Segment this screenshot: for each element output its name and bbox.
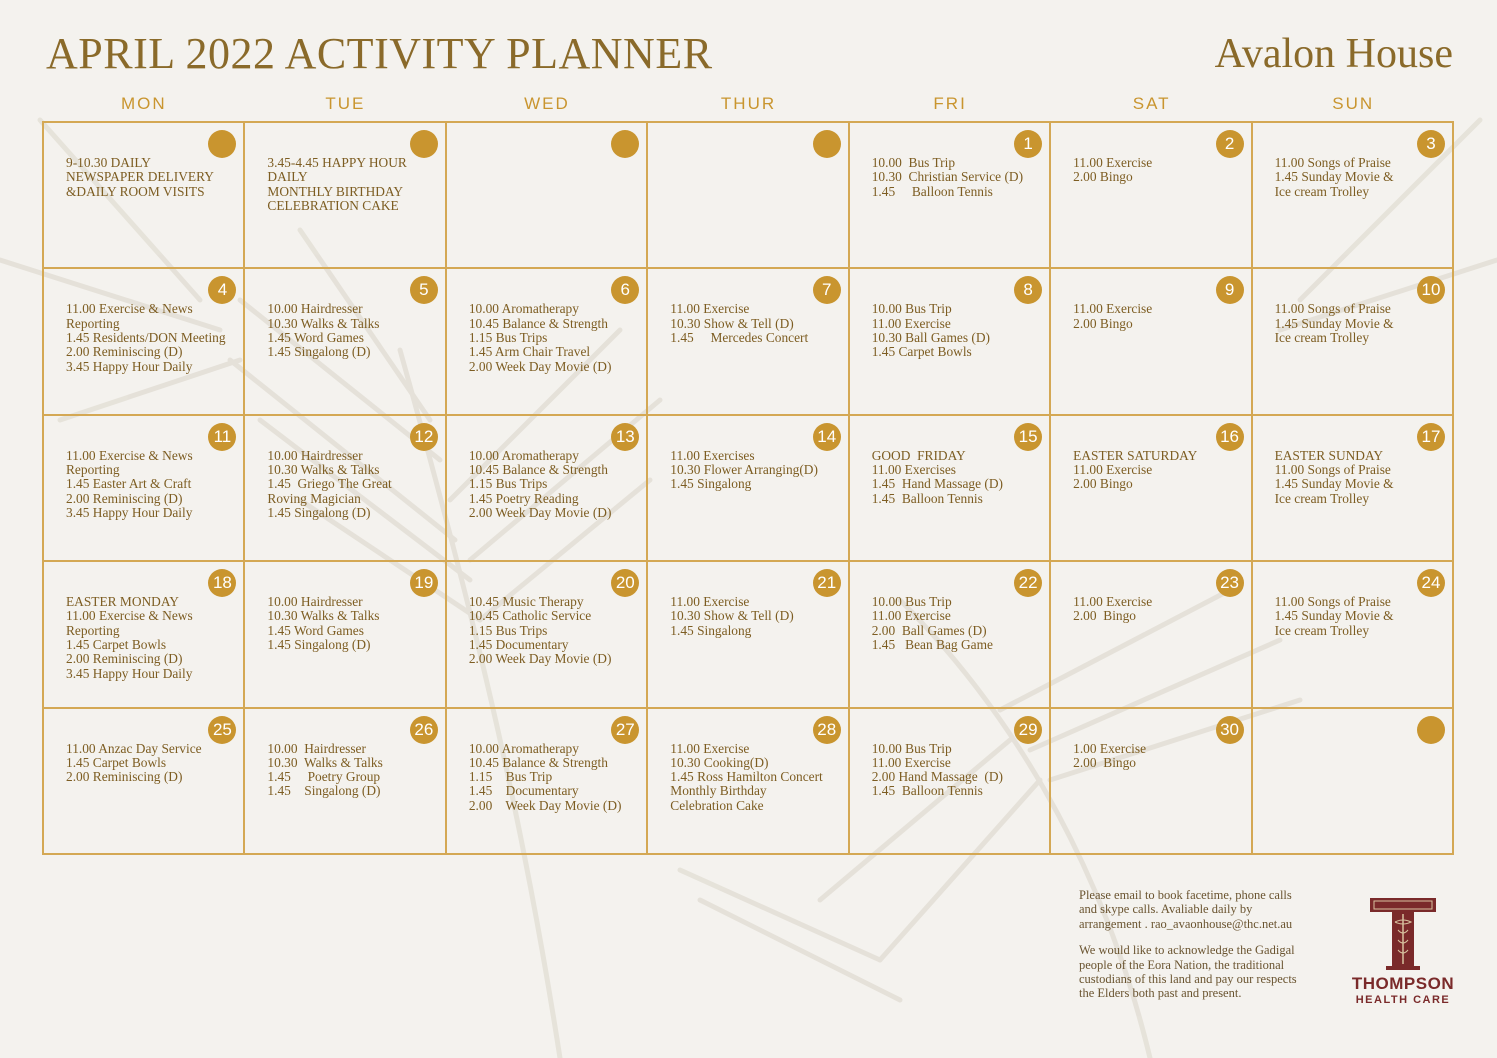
day-number-badge: 26 — [410, 716, 438, 744]
activity-line: 1.45 Mercedes Concert — [670, 329, 809, 345]
activity-line: 11.00 Exercise & News — [66, 301, 193, 317]
activity-line: 1.45 Easter Art & Craft — [66, 476, 192, 492]
weekday-label: SAT — [1132, 94, 1171, 113]
activity-line: 10.00 Hairdresser — [267, 740, 366, 756]
activity-line: CELEBRATION CAKE — [267, 197, 399, 213]
calendar-day-cell — [1051, 269, 1252, 415]
activity-line: EASTER MONDAY — [66, 594, 179, 610]
activity-line: 10.00 Hairdresser — [267, 447, 363, 463]
weekday-label: WED — [524, 94, 570, 113]
activity-line: 10.30 Ball Games (D) — [871, 329, 990, 345]
activity-line: 2.00 Hand Massage (D) — [871, 769, 1003, 785]
day-number-badge: 27 — [611, 716, 639, 744]
activity-line: 2.00 Bingo — [1073, 754, 1137, 770]
calendar-day-cell — [44, 416, 245, 562]
calendar-day-cell — [447, 123, 648, 269]
day-number-badge: 13 — [611, 423, 639, 451]
activity-line: 1.45 Singalong — [670, 476, 752, 492]
activity-line: 1.45 Sunday Movie & — [1274, 169, 1394, 185]
activity-line: 11.00 Songs of Praise — [1274, 462, 1391, 478]
day-number-badge: 20 — [611, 569, 639, 597]
calendar-day-cell — [245, 269, 446, 415]
activity-line: 2.00 Bingo — [1073, 608, 1137, 624]
activity-line: 11.00 Songs of Praise — [1274, 594, 1391, 610]
day-number-badge: 19 — [410, 569, 438, 597]
activity-line: 1.45 Bean Bag Game — [871, 637, 993, 653]
activity-line: 11.00 Exercise & News — [66, 447, 193, 463]
activity-line: 2.00 Week Day Movie (D) — [468, 651, 612, 667]
activity-line: 10.00 Hairdresser — [267, 301, 363, 317]
day-number-badge: 8 — [1014, 276, 1042, 304]
activity-line: 11.00 Songs of Praise — [1274, 155, 1391, 170]
activity-line: 1.45 Singalong (D) — [267, 637, 371, 653]
calendar-day-cell — [447, 269, 648, 415]
activity-line: 1.45 Arm Chair Travel — [468, 344, 591, 360]
activity-line: NEWSPAPER DELIVERY — [66, 169, 214, 185]
day-number-badge — [1417, 716, 1445, 744]
calendar-day-cell — [447, 709, 648, 855]
facility-name: Avalon House — [1214, 31, 1453, 77]
activity-line: 1.15 Bus Trips — [468, 622, 548, 638]
activity-line: Ice cream Trolley — [1274, 490, 1370, 506]
activity-line: 11.00 Exercise — [871, 315, 951, 331]
activity-line: 11.00 Exercises — [670, 447, 755, 463]
calendar-grid — [42, 121, 1454, 855]
acknowledgement-line: the Elders both past and present. — [1079, 986, 1242, 1001]
calendar-day-cell — [447, 562, 648, 708]
calendar-day-cell — [648, 416, 849, 562]
logo-name: THOMPSON — [1351, 974, 1455, 993]
calendar-day-cell — [850, 562, 1051, 708]
page-title: APRIL 2022 ACTIVITY PLANNER — [46, 29, 713, 78]
activity-line: 1.45 Sunday Movie & — [1274, 315, 1394, 331]
contact-note — [1079, 888, 1329, 931]
activity-line: 2.00 Bingo — [1073, 476, 1133, 492]
caduceus-t-icon — [1368, 896, 1438, 972]
activity-line: 2.00 Bingo — [1073, 315, 1133, 331]
calendar-day-cell — [1253, 416, 1454, 562]
calendar-day-cell — [1253, 709, 1454, 855]
activity-line: 10.45 Balance & Strength — [468, 754, 608, 770]
logo-subtitle: HEALTH CARE — [1355, 994, 1451, 1006]
contact-line: arrangement . rao_avaonhouse@thc.net.au — [1079, 916, 1293, 931]
activity-line: Ice cream Trolley — [1274, 622, 1370, 638]
activity-line: 10.00 Bus Trip — [871, 594, 952, 610]
activity-line: 2.00 Reminiscing (D) — [66, 769, 183, 785]
activity-line: 10.30 Walks & Talks — [267, 608, 380, 624]
activity-line: 11.00 Exercise — [1073, 594, 1153, 610]
activity-line: 2.00 Week Day Movie (D) — [468, 504, 612, 520]
acknowledgement-line: We would like to acknowledge the Gadigal — [1079, 943, 1295, 958]
day-number-badge: 30 — [1216, 716, 1244, 744]
activity-line: 1.45 Carpet Bowls — [871, 344, 972, 360]
activity-line: 11.00 Exercise — [1073, 462, 1153, 478]
day-number-badge: 17 — [1417, 423, 1445, 451]
calendar-day-cell — [1253, 269, 1454, 415]
weekday-label: FRI — [933, 94, 967, 113]
activity-line: 10.00 Aromatherapy — [468, 447, 579, 463]
activity-line: 10.00 Bus Trip — [871, 740, 952, 756]
activity-line: 2.00 Bingo — [1073, 169, 1133, 185]
activity-line: 9-10.30 DAILY — [66, 155, 151, 170]
activity-line: 1.45 Ross Hamilton Concert — [670, 769, 823, 785]
activity-line: 1.45 Balloon Tennis — [871, 783, 983, 799]
activity-line: 10.45 Music Therapy — [468, 594, 584, 610]
day-number-badge: 16 — [1216, 423, 1244, 451]
calendar-day-cell — [245, 123, 446, 269]
calendar-day-cell — [44, 562, 245, 708]
calendar-day-cell — [648, 709, 849, 855]
day-number-badge: 21 — [813, 569, 841, 597]
activity-line: 1.45 Residents/DON Meeting — [66, 329, 226, 345]
activity-line: 2.00 Week Day Movie (D) — [468, 797, 622, 813]
activity-line: 2.00 Reminiscing (D) — [66, 344, 183, 360]
activity-line: 1.45 Sunday Movie & — [1274, 476, 1394, 492]
calendar-day-cell — [850, 416, 1051, 562]
day-number-badge: 14 — [813, 423, 841, 451]
day-number-badge: 25 — [208, 716, 236, 744]
calendar-day-cell — [1253, 123, 1454, 269]
activity-line: 1.45 Documentary — [468, 637, 569, 653]
activity-line: GOOD FRIDAY — [871, 447, 966, 463]
calendar-day-cell — [850, 269, 1051, 415]
activity-line: 10.30 Flower Arranging(D) — [670, 462, 818, 478]
activity-line: 1.45 Sunday Movie & — [1274, 608, 1394, 624]
calendar-day-cell — [44, 709, 245, 855]
company-logo — [1343, 896, 1463, 1016]
activity-line: Monthly Birthday — [670, 783, 767, 799]
day-number-badge — [813, 130, 841, 158]
activity-line: 10.30 Show & Tell (D) — [670, 608, 794, 624]
day-number-badge: 11 — [208, 423, 236, 451]
activity-line: 11.00 Anzac Day Service — [66, 740, 202, 756]
activity-line: 3.45-4.45 HAPPY HOUR — [267, 155, 407, 170]
weekday-label: TUE — [325, 94, 366, 113]
activity-line: 3.45 Happy Hour Daily — [66, 504, 193, 520]
calendar-day-cell — [648, 562, 849, 708]
activity-line: EASTER SUNDAY — [1274, 447, 1384, 463]
activity-line: 11.00 Exercise — [1073, 301, 1153, 317]
calendar-day-cell — [245, 709, 446, 855]
activity-line: 1.15 Bus Trips — [468, 476, 548, 492]
activity-line: 10.00 Bus Trip — [871, 301, 952, 317]
activity-line: 1.45 Carpet Bowls — [66, 754, 167, 770]
activity-line: 10.30 Cooking(D) — [670, 754, 769, 770]
activity-line: 1.45 Carpet Bowls — [66, 637, 167, 653]
acknowledgement-line: people of the Eora Nation, the traditional — [1079, 957, 1285, 972]
calendar-day-cell — [1253, 562, 1454, 708]
activity-line: 1.15 Bus Trips — [468, 329, 548, 345]
activity-line: 11.00 Exercise — [1073, 155, 1153, 170]
activity-line: 11.00 Exercise — [670, 740, 750, 756]
activity-line: Reporting — [66, 622, 120, 638]
activity-line: 1.45 Poetry Group — [267, 769, 381, 785]
activity-line: 2.00 Reminiscing (D) — [66, 490, 183, 506]
weekday-label: THUR — [720, 94, 777, 113]
activity-line: 10.00 Aromatherapy — [468, 740, 579, 756]
activity-line: 10.45 Balance & Strength — [468, 462, 608, 478]
calendar-day-cell — [245, 562, 446, 708]
day-number-badge: 3 — [1417, 130, 1445, 158]
activity-line: 10.30 Show & Tell (D) — [670, 315, 794, 331]
calendar-day-cell — [1051, 123, 1252, 269]
activity-line: 1.45 Hand Massage (D) — [871, 476, 1003, 492]
activity-line: 10.30 Walks & Talks — [267, 754, 383, 770]
activity-line: 11.00 Exercises — [871, 462, 956, 478]
acknowledgement-line: custodians of this land and pay our respects — [1079, 972, 1297, 987]
activity-line: Reporting — [66, 315, 120, 331]
day-number-badge: 28 — [813, 716, 841, 744]
day-number-badge: 5 — [410, 276, 438, 304]
contact-line: and skype calls. Avaliable daily by — [1079, 902, 1253, 917]
activity-line: 11.00 Exercise — [670, 301, 750, 317]
activity-line: 10.00 Bus Trip — [871, 155, 956, 170]
day-number-badge: 2 — [1216, 130, 1244, 158]
activity-line: 10.00 Hairdresser — [267, 594, 363, 610]
activity-line: 10.45 Balance & Strength — [468, 315, 608, 331]
activity-line: 1.45 Singalong (D) — [267, 504, 371, 520]
day-number-badge: 7 — [813, 276, 841, 304]
activity-line: 1.45 Singalong — [670, 622, 752, 638]
activity-line: 1.45 Documentary — [468, 783, 579, 799]
calendar-day-cell — [44, 269, 245, 415]
day-number-badge: 4 — [208, 276, 236, 304]
day-number-badge: 22 — [1014, 569, 1042, 597]
activity-line: 10.30 Walks & Talks — [267, 462, 380, 478]
calendar-day-cell — [44, 123, 245, 269]
activity-line: 2.00 Reminiscing (D) — [66, 651, 183, 667]
activity-line: &DAILY ROOM VISITS — [66, 183, 205, 199]
day-number-badge — [410, 130, 438, 158]
day-number-badge: 18 — [208, 569, 236, 597]
calendar-day-cell — [1051, 562, 1252, 708]
activity-line: 3.45 Happy Hour Daily — [66, 665, 193, 681]
activity-line: 1.45 Singalong (D) — [267, 344, 371, 360]
activity-line: 11.00 Exercise & News — [66, 608, 193, 624]
weekday-label: MON — [120, 94, 167, 113]
activity-line: 1.45 Balloon Tennis — [871, 490, 983, 506]
calendar-day-cell — [850, 123, 1051, 269]
day-number-badge — [611, 130, 639, 158]
calendar-day-cell — [245, 416, 446, 562]
calendar-day-cell — [648, 123, 849, 269]
contact-line: Please email to book facetime, phone calls — [1079, 888, 1292, 902]
activity-line: EASTER SATURDAY — [1073, 447, 1198, 463]
footer-note — [1079, 888, 1329, 1013]
activity-line: 1.45 Word Games — [267, 329, 364, 345]
weekday-label: SUN — [1332, 94, 1375, 113]
day-number-badge: 6 — [611, 276, 639, 304]
activity-line: MONTHLY BIRTHDAY — [267, 183, 404, 199]
activity-line: 1.45 Balloon Tennis — [871, 183, 993, 199]
weekday-header — [43, 94, 1454, 114]
calendar-day-cell — [447, 416, 648, 562]
day-number-badge: 1 — [1014, 130, 1042, 158]
activity-line: 10.00 Aromatherapy — [468, 301, 579, 317]
calendar-day-cell — [1051, 416, 1252, 562]
activity-line: 3.45 Happy Hour Daily — [66, 358, 193, 374]
activity-line: 2.00 Week Day Movie (D) — [468, 358, 612, 374]
activity-line: Roving Magician — [267, 490, 361, 506]
activity-line: Celebration Cake — [670, 797, 764, 813]
activity-line: Ice cream Trolley — [1274, 183, 1370, 199]
day-number-badge — [208, 130, 236, 158]
activity-line: 11.00 Exercise — [670, 594, 750, 610]
activity-line: Reporting — [66, 462, 120, 478]
activity-line: 1.15 Bus Trip — [468, 769, 553, 785]
day-number-badge: 10 — [1417, 276, 1445, 304]
activity-line: 1.45 Singalong (D) — [267, 783, 381, 799]
activity-line: 2.00 Ball Games (D) — [871, 622, 987, 638]
day-number-badge: 29 — [1014, 716, 1042, 744]
acknowledgement-note — [1079, 943, 1329, 1001]
activity-line: 10.30 Christian Service (D) — [871, 169, 1024, 185]
day-number-badge: 12 — [410, 423, 438, 451]
activity-line: 10.45 Catholic Service — [468, 608, 592, 624]
activity-line: 1.45 Griego The Great — [267, 476, 392, 492]
day-number-badge: 9 — [1216, 276, 1244, 304]
day-number-badge: 23 — [1216, 569, 1244, 597]
calendar-day-cell — [850, 709, 1051, 855]
calendar-day-cell — [1051, 709, 1252, 855]
activity-line: Ice cream Trolley — [1274, 329, 1370, 345]
day-number-badge: 15 — [1014, 423, 1042, 451]
activity-line: 11.00 Exercise — [871, 754, 951, 770]
activity-line: 1.00 Exercise — [1073, 740, 1147, 756]
activity-line: DAILY — [267, 169, 308, 185]
day-number-badge: 24 — [1417, 569, 1445, 597]
activity-line: 1.45 Poetry Reading — [468, 490, 579, 506]
activity-line: 11.00 Exercise — [871, 608, 951, 624]
calendar-day-cell — [648, 269, 849, 415]
activity-line: 1.45 Word Games — [267, 622, 364, 638]
activity-line: 10.30 Walks & Talks — [267, 315, 380, 331]
activity-line: 11.00 Songs of Praise — [1274, 301, 1391, 317]
